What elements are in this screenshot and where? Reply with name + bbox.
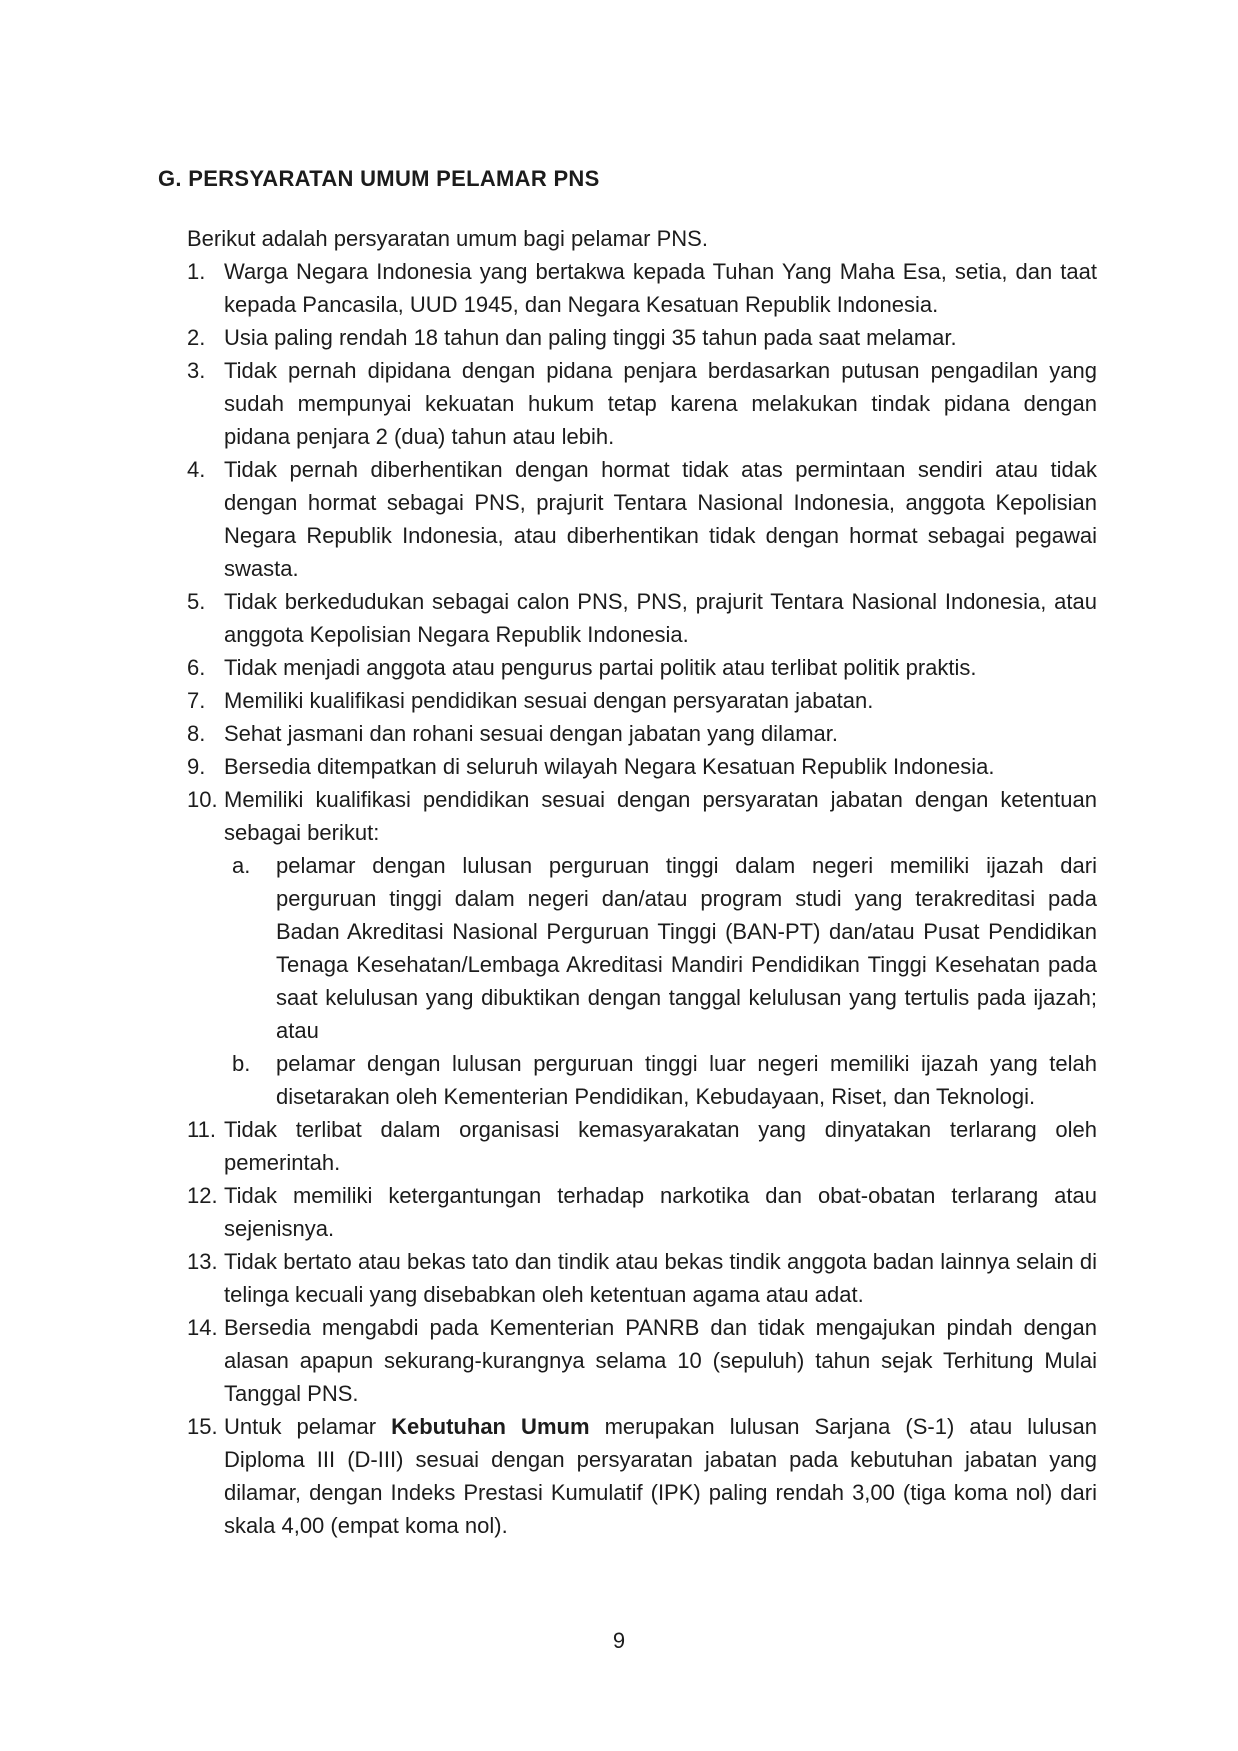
item-number: 5. (187, 589, 206, 614)
item-text: Tidak terlibat dalam organisasi kemasyarakatan yang dinyatakan terlarang oleh pemerintah. (224, 1117, 1097, 1175)
item-text: Memiliki kualifikasi pendidikan sesuai dengan persyaratan jabatan dengan ketentuan sebagai berikut: (224, 787, 1097, 845)
list-item (187, 1113, 1097, 1179)
item-number: 9. (187, 754, 206, 779)
list-item (187, 1245, 1097, 1311)
subitem-text: pelamar dengan lulusan perguruan tinggi dalam negeri memiliki ijazah dari perguruan tinggi dalam negeri dan/atau program studi yang terakreditasi pada Badan Akreditasi Nasional Perguruan Tinggi (BAN-PT) dan/atau Pusat Pendidikan Tenaga Kesehatan/Lembaga Akreditasi Mandiri Pendidikan Tinggi Kesehatan pada saat kelulusan yang dibuktikan dengan tanggal kelulusan yang tertulis pada ijazah; atau (276, 853, 1097, 1043)
list-item (187, 750, 1097, 783)
item-text: Tidak menjadi anggota atau pengurus partai politik atau terlibat politik praktis. (224, 655, 977, 680)
item-text: Bersedia ditempatkan di seluruh wilayah Negara Kesatuan Republik Indonesia. (224, 754, 995, 779)
item-text: Tidak memiliki ketergantungan terhadap narkotika dan obat-obatan terlarang atau sejenisnya. (224, 1183, 1097, 1241)
section-content (187, 222, 1097, 1542)
section-heading: G. PERSYARATAN UMUM PELAMAR PNS (158, 166, 600, 191)
item-text-before: Untuk pelamar (224, 1414, 392, 1439)
list-item (187, 321, 1097, 354)
list-item (187, 354, 1097, 453)
item-text: Warga Negara Indonesia yang bertakwa kepada Tuhan Yang Maha Esa, setia, dan taat kepada Pancasila, UUD 1945, dan Negara Kesatuan Republik Indonesia. (224, 259, 1097, 317)
item-text (224, 1410, 1097, 1542)
list-item (187, 684, 1097, 717)
list-item (187, 651, 1097, 684)
item-number: 11. (187, 1117, 216, 1142)
list-item (187, 1179, 1097, 1245)
list-item (187, 585, 1097, 651)
list-item (187, 717, 1097, 750)
item-text-bold: Kebutuhan Umum (391, 1414, 590, 1439)
item-text: Sehat jasmani dan rohani sesuai dengan jabatan yang dilamar. (224, 721, 838, 746)
item-text: Bersedia mengabdi pada Kementerian PANRB dan tidak mengajukan pindah dengan alasan apapun sekurang-kurangnya selama 10 (sepuluh) tahun sejak Terhitung Mulai Tanggal PNS. (224, 1315, 1097, 1406)
item-number: 10. (187, 787, 218, 812)
item-number: 15. (187, 1414, 218, 1439)
page-number: 9 (612, 1628, 626, 1653)
item-text: Memiliki kualifikasi pendidikan sesuai dengan persyaratan jabatan. (224, 688, 874, 713)
subitem-text: pelamar dengan lulusan perguruan tinggi luar negeri memiliki ijazah yang telah disetarakan oleh Kementerian Pendidikan, Kebudayaan, Riset, dan Teknologi. (276, 1051, 1097, 1109)
list-item (187, 255, 1097, 321)
item-number: 6. (187, 655, 206, 680)
list-item (187, 453, 1097, 585)
item-number: 13. (187, 1249, 218, 1274)
item-text: Tidak berkedudukan sebagai calon PNS, PNS, prajurit Tentara Nasional Indonesia, atau anggota Kepolisian Negara Republik Indonesia. (224, 589, 1097, 647)
requirements-list (187, 255, 1097, 1542)
item-text: Tidak pernah diberhentikan dengan hormat tidak atas permintaan sendiri atau tidak dengan hormat sebagai PNS, prajurit Tentara Nasional Indonesia, anggota Kepolisian Negara Republik Indonesia, atau diberhentikan tidak dengan hormat sebagai pegawai swasta. (224, 457, 1097, 581)
item-number: 14. (187, 1315, 218, 1340)
item-text: Usia paling rendah 18 tahun dan paling tinggi 35 tahun pada saat melamar. (224, 325, 957, 350)
list-item (187, 1410, 1097, 1542)
item-body (224, 783, 1097, 1113)
item-text-after: merupakan lulusan Sarjana (S-1) atau lulusan Diploma III (D-III) sesuai dengan persyaratan jabatan pada kebutuhan jabatan yang dilamar, dengan Indeks Prestasi Kumulatif (IPK) paling rendah 3,00 (tiga koma nol) dari skala 4,00 (empat koma nol). (224, 1414, 1097, 1538)
item-number: 8. (187, 721, 206, 746)
item-number: 4. (187, 457, 206, 482)
item-text: Tidak bertato atau bekas tato dan tindik atau bekas tindik anggota badan lainnya selain di telinga kecuali yang disebabkan oleh ketentuan agama atau adat. (224, 1249, 1097, 1307)
list-item (187, 783, 1097, 1113)
intro-paragraph: Berikut adalah persyaratan umum bagi pelamar PNS. (187, 226, 708, 251)
list-item (187, 1311, 1097, 1410)
item-number: 2. (187, 325, 206, 350)
item-number: 3. (187, 358, 206, 383)
item-number: 12. (187, 1183, 218, 1208)
sublist (224, 849, 1097, 1113)
sublist-item (224, 849, 1097, 1047)
item-text: Tidak pernah dipidana dengan pidana penjara berdasarkan putusan pengadilan yang sudah mempunyai kekuatan hukum tetap karena melakukan tindak pidana dengan pidana penjara 2 (dua) tahun atau lebih. (224, 358, 1097, 449)
sublist-item (224, 1047, 1097, 1113)
item-number: 7. (187, 688, 206, 713)
subitem-letter: a. (232, 853, 251, 878)
item-number: 1. (187, 259, 206, 284)
subitem-letter: b. (232, 1051, 251, 1076)
